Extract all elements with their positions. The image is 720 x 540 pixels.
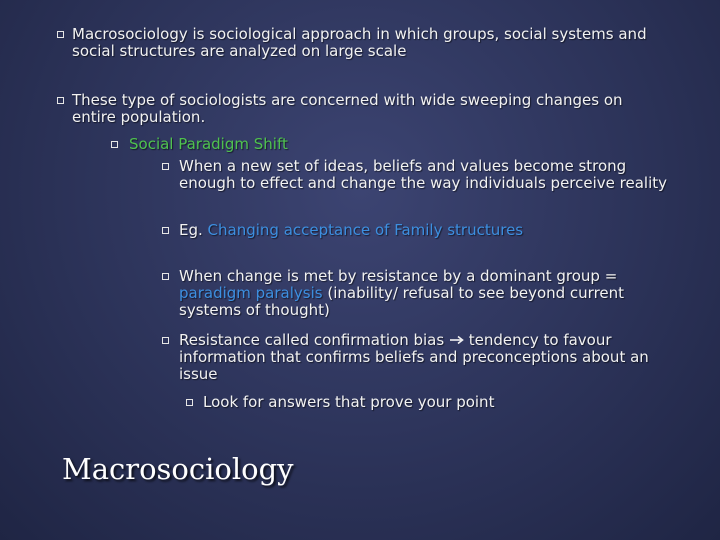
square-bullet-icon bbox=[162, 227, 169, 234]
paralysis-pre: When change is met by resistance by a dominant group = bbox=[179, 267, 618, 285]
bullet-text bbox=[162, 222, 672, 239]
bullet-text: These type of sociologists are concerned with wide sweeping changes on entire population. bbox=[72, 91, 623, 126]
square-bullet-icon bbox=[57, 31, 64, 38]
bullet-text bbox=[162, 268, 672, 319]
slide-title: Macrosociology bbox=[62, 452, 294, 486]
bullet-paradigm-paralysis bbox=[162, 268, 672, 319]
bias-pre: Resistance called confirmation bias bbox=[179, 331, 449, 349]
bullet-new-set-of-ideas bbox=[162, 158, 672, 192]
bias-post: tendency to favour information that confirms beliefs and preconceptions about an issue bbox=[179, 331, 649, 383]
square-bullet-icon bbox=[162, 273, 169, 280]
square-bullet-icon bbox=[111, 141, 118, 148]
paralysis-post: (inability/ refusal to see beyond current systems of thought) bbox=[179, 284, 625, 319]
paralysis-highlight: paradigm paralysis bbox=[179, 284, 323, 302]
example-highlight: Changing acceptance of Family structures bbox=[207, 221, 524, 239]
square-bullet-icon bbox=[162, 163, 169, 170]
square-bullet-icon bbox=[162, 337, 169, 344]
bullet-macrosociology-definition bbox=[57, 26, 667, 60]
bullet-text: Social Paradigm Shift bbox=[129, 135, 288, 153]
bullet-text bbox=[162, 332, 672, 383]
example-prefix: Eg. bbox=[179, 221, 208, 239]
bullet-social-paradigm-shift bbox=[111, 136, 671, 153]
bullet-look-for-answers bbox=[186, 394, 666, 411]
bullet-confirmation-bias bbox=[162, 332, 672, 383]
square-bullet-icon bbox=[186, 399, 193, 406]
bullet-text: Macrosociology is sociological approach in which groups, social systems and social structures are analyzed on large scale bbox=[72, 25, 647, 60]
bullet-sociologists-concerns bbox=[57, 92, 657, 126]
right-arrow-icon bbox=[449, 332, 464, 349]
square-bullet-icon bbox=[57, 97, 64, 104]
bullet-text: When a new set of ideas, beliefs and values become strong enough to effect and change the way individuals perceive reality bbox=[179, 157, 668, 192]
bullet-text: Look for answers that prove your point bbox=[203, 393, 495, 411]
bullet-example-family-structures bbox=[162, 222, 672, 239]
